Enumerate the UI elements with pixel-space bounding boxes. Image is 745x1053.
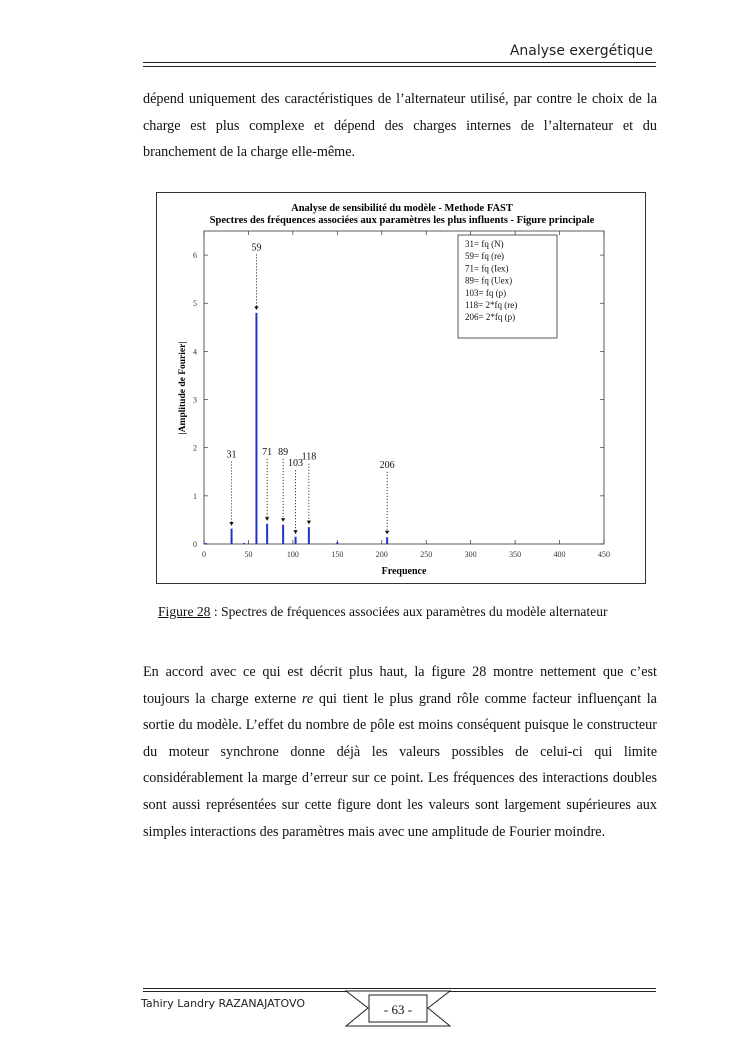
- x-tick-label: 200: [375, 550, 388, 559]
- x-tick-label: 150: [331, 550, 344, 559]
- y-tick-label: 4: [193, 347, 197, 357]
- annotation-label: 103: [288, 457, 304, 469]
- running-header-title: Analyse exergétique: [509, 43, 653, 59]
- annotation-label: 71: [262, 446, 273, 458]
- legend-entry: 89= fq (Uex): [465, 275, 513, 286]
- annotation-label: 89: [278, 446, 289, 458]
- y-axis-label: |Amplitude de Fourier|: [178, 341, 188, 435]
- annotation-label: 206: [379, 459, 395, 471]
- chart-subtitle: Spectres des fréquences associées aux paramètres les plus influents - Figure principale: [209, 215, 595, 226]
- x-tick-label: 0: [202, 550, 206, 559]
- x-tick-label: 50: [244, 550, 253, 559]
- legend-entry: 71= fq (Iex): [465, 263, 509, 274]
- legend-entry: 206= 2*fq (p): [465, 312, 516, 323]
- figure-frame: [156, 192, 646, 584]
- y-tick-label: 0: [193, 540, 197, 549]
- x-tick-label: 250: [420, 550, 433, 559]
- y-tick-label: 3: [193, 395, 197, 405]
- paragraph-discussion-a: En accord avec ce qui est décrit plus haut, la figure 28 montre nettement que c’est toujours la charge externe: [143, 664, 657, 707]
- x-tick-label: 450: [598, 550, 610, 559]
- annotation-label: 31: [226, 449, 237, 461]
- x-tick-label: 350: [509, 550, 522, 559]
- header-rule: [143, 62, 656, 63]
- paragraph-intro: dépend uniquement des caractéristiques de l’alternateur utilisé, par contre le choix de la charge est plus complexe et dépend des charges internes de l’alternateur et du branchement de la charge elle-même.: [143, 91, 657, 161]
- legend-entry: 103= fq (p): [465, 287, 507, 298]
- annotation-label: 59: [251, 242, 262, 254]
- y-tick-label: 2: [193, 443, 197, 453]
- figure-caption-label: Figure 28: [158, 604, 211, 619]
- x-tick-label: 300: [464, 550, 477, 559]
- annotation-label: 118: [301, 451, 317, 463]
- paragraph-discussion-b: qui tient le plus grand rôle comme facteur influençant la sortie du modèle. L’effet du nombre de pôle est moins conséquent puisque le constructeur du moteur synchrone donne déjà les valeurs possibles de celui-ci qui limite considérablement la marge d’erreur sur ce point. Les fréquences des interactions doubles sont aussi représentées sur cette figure dont les valeurs sont largement supérieures aux simples interactions des paramètres mais avec une amplitude de Fourier moindre.: [143, 690, 657, 840]
- x-axis-label: Frequence: [381, 566, 427, 577]
- legend-entry: 118= 2*fq (re): [465, 300, 518, 310]
- figure-caption-text: : Spectres de fréquences associées aux paramètres du modèle alternateur: [210, 604, 608, 619]
- x-tick-label: 100: [286, 550, 299, 559]
- y-tick-label: 5: [193, 299, 197, 309]
- figure-caption: [158, 604, 608, 620]
- legend-entry: 31= fq (N): [465, 239, 504, 249]
- legend-entry: 59= fq (re): [465, 251, 505, 262]
- header-rule-thin: [143, 66, 656, 67]
- paragraph-discussion: [143, 659, 657, 845]
- y-tick-label: 6: [193, 251, 197, 261]
- footer-rule-thin: [143, 988, 656, 989]
- paragraph-discussion-emphasis: re: [301, 690, 314, 707]
- page-number: - 63 -: [383, 1002, 413, 1017]
- fourier-spectrum-chart: [157, 193, 645, 583]
- footer-author: Tahiry Landry RAZANAJATOVO: [141, 997, 305, 1010]
- x-tick-label: 400: [553, 550, 566, 559]
- chart-title: Analyse de sensibilité du modèle - Methode FAST: [291, 203, 513, 214]
- y-tick-label: 1: [193, 491, 197, 501]
